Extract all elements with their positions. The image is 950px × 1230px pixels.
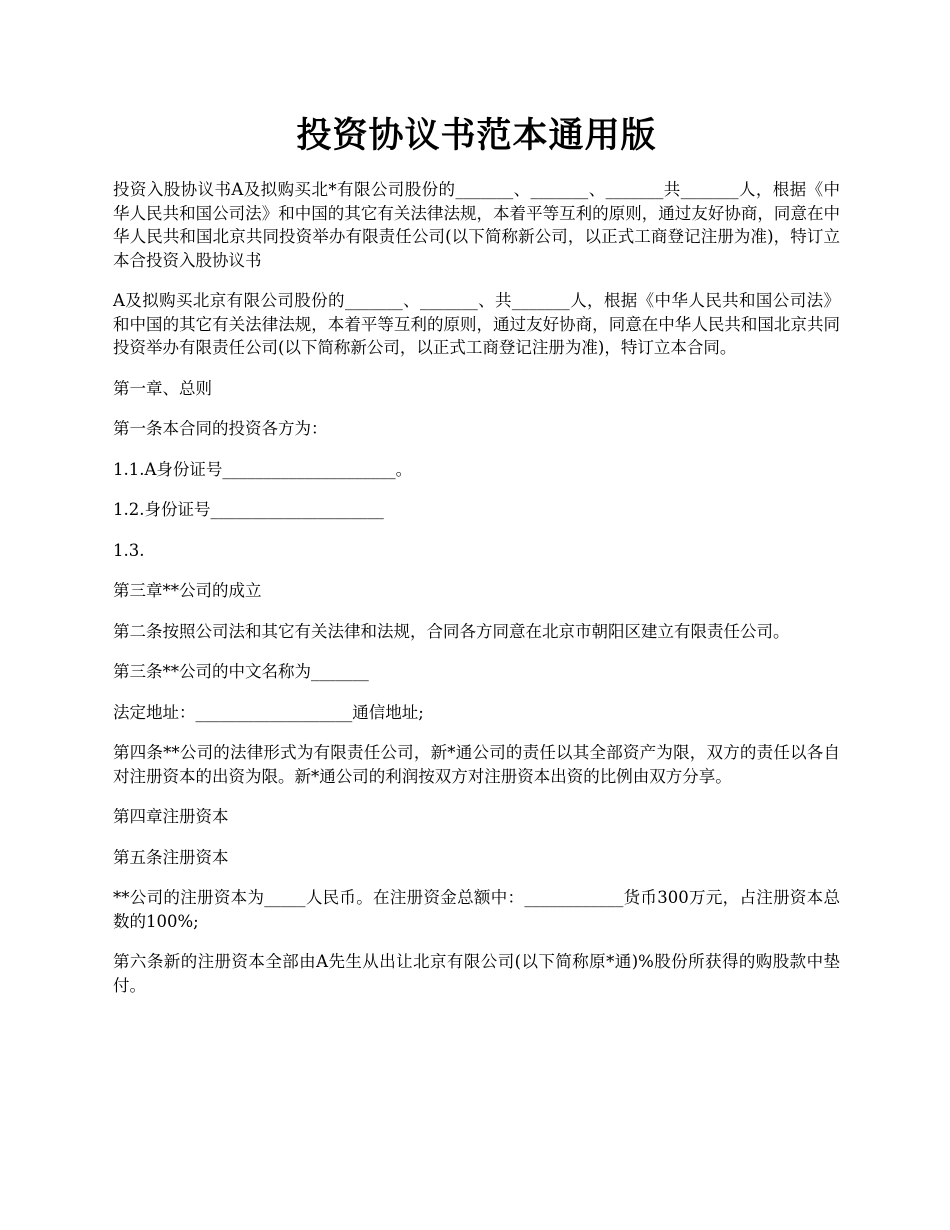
- article-3: 第三条**公司的中文名称为_______: [113, 662, 369, 681]
- chapter-1-heading: 第一章、总则: [113, 378, 212, 398]
- article-5: 第五条注册资本: [113, 847, 229, 867]
- chapter-3-heading: 第三章**公司的成立: [113, 581, 262, 600]
- chapter-4-heading: 第四章注册资本: [113, 807, 229, 826]
- document-page: [113, 110, 840, 1014]
- address-line: 法定地址：___________________通信地址;: [113, 702, 424, 722]
- clause-1-1: 1.1.A身份证号_____________________。: [113, 459, 413, 479]
- article-4: 第四条**公司的法律形式为有限责任公司，新*通公司的责任以其全部资产为限，双方的责任以各自对注册资本的出资为限。新*通公司的利润按双方对注册资本出资的比例由双方分享。: [113, 743, 840, 786]
- clause-1-3: 1.3.: [113, 540, 145, 560]
- paragraph-preamble: A及拟购买北京有限公司股份的_______、_______、共_______人，根据《中华人民共和国公司法》和中国的其它有关法律法规，本着平等互利的原则，通过友好协商，同意在中华人民共和国北京共同投资举办有限责任公司(以下简称新公司，以正式工商登记注册为准)，特订立本合同。: [113, 291, 840, 357]
- article-6: 第六条新的注册资本全部由A先生从出让北京有限公司(以下简称原*通)%股份所获得的购股款中垫付。: [113, 952, 840, 995]
- article-2: 第二条按照公司法和其它有关法律和法规，合同各方同意在北京市朝阳区建立有限责任公司。: [113, 621, 790, 641]
- registered-capital-clause: **公司的注册资本为_____人民币。在注册资金总额中：____________货币300万元，占注册资本总数的100%;: [113, 888, 840, 931]
- paragraph-intro: 投资入股协议书A及拟购买北*有限公司股份的_______、_______、_______共_______人，根据《中华人民共和国公司法》和中国的其它有关法律法规，本着平等互利的原则，通过友好协商，同意在中华人民共和国北京共同投资举办有限责任公司(以下简称新公司，以正式工商登记注册为准)，特订立本合投资入股协议书: [113, 180, 840, 270]
- clause-1-2: 1.2.身份证号_____________________: [113, 500, 384, 519]
- document-title: 投资协议书范本通用版: [296, 115, 657, 156]
- article-1: 第一条本合同的投资各方为：: [113, 419, 328, 438]
